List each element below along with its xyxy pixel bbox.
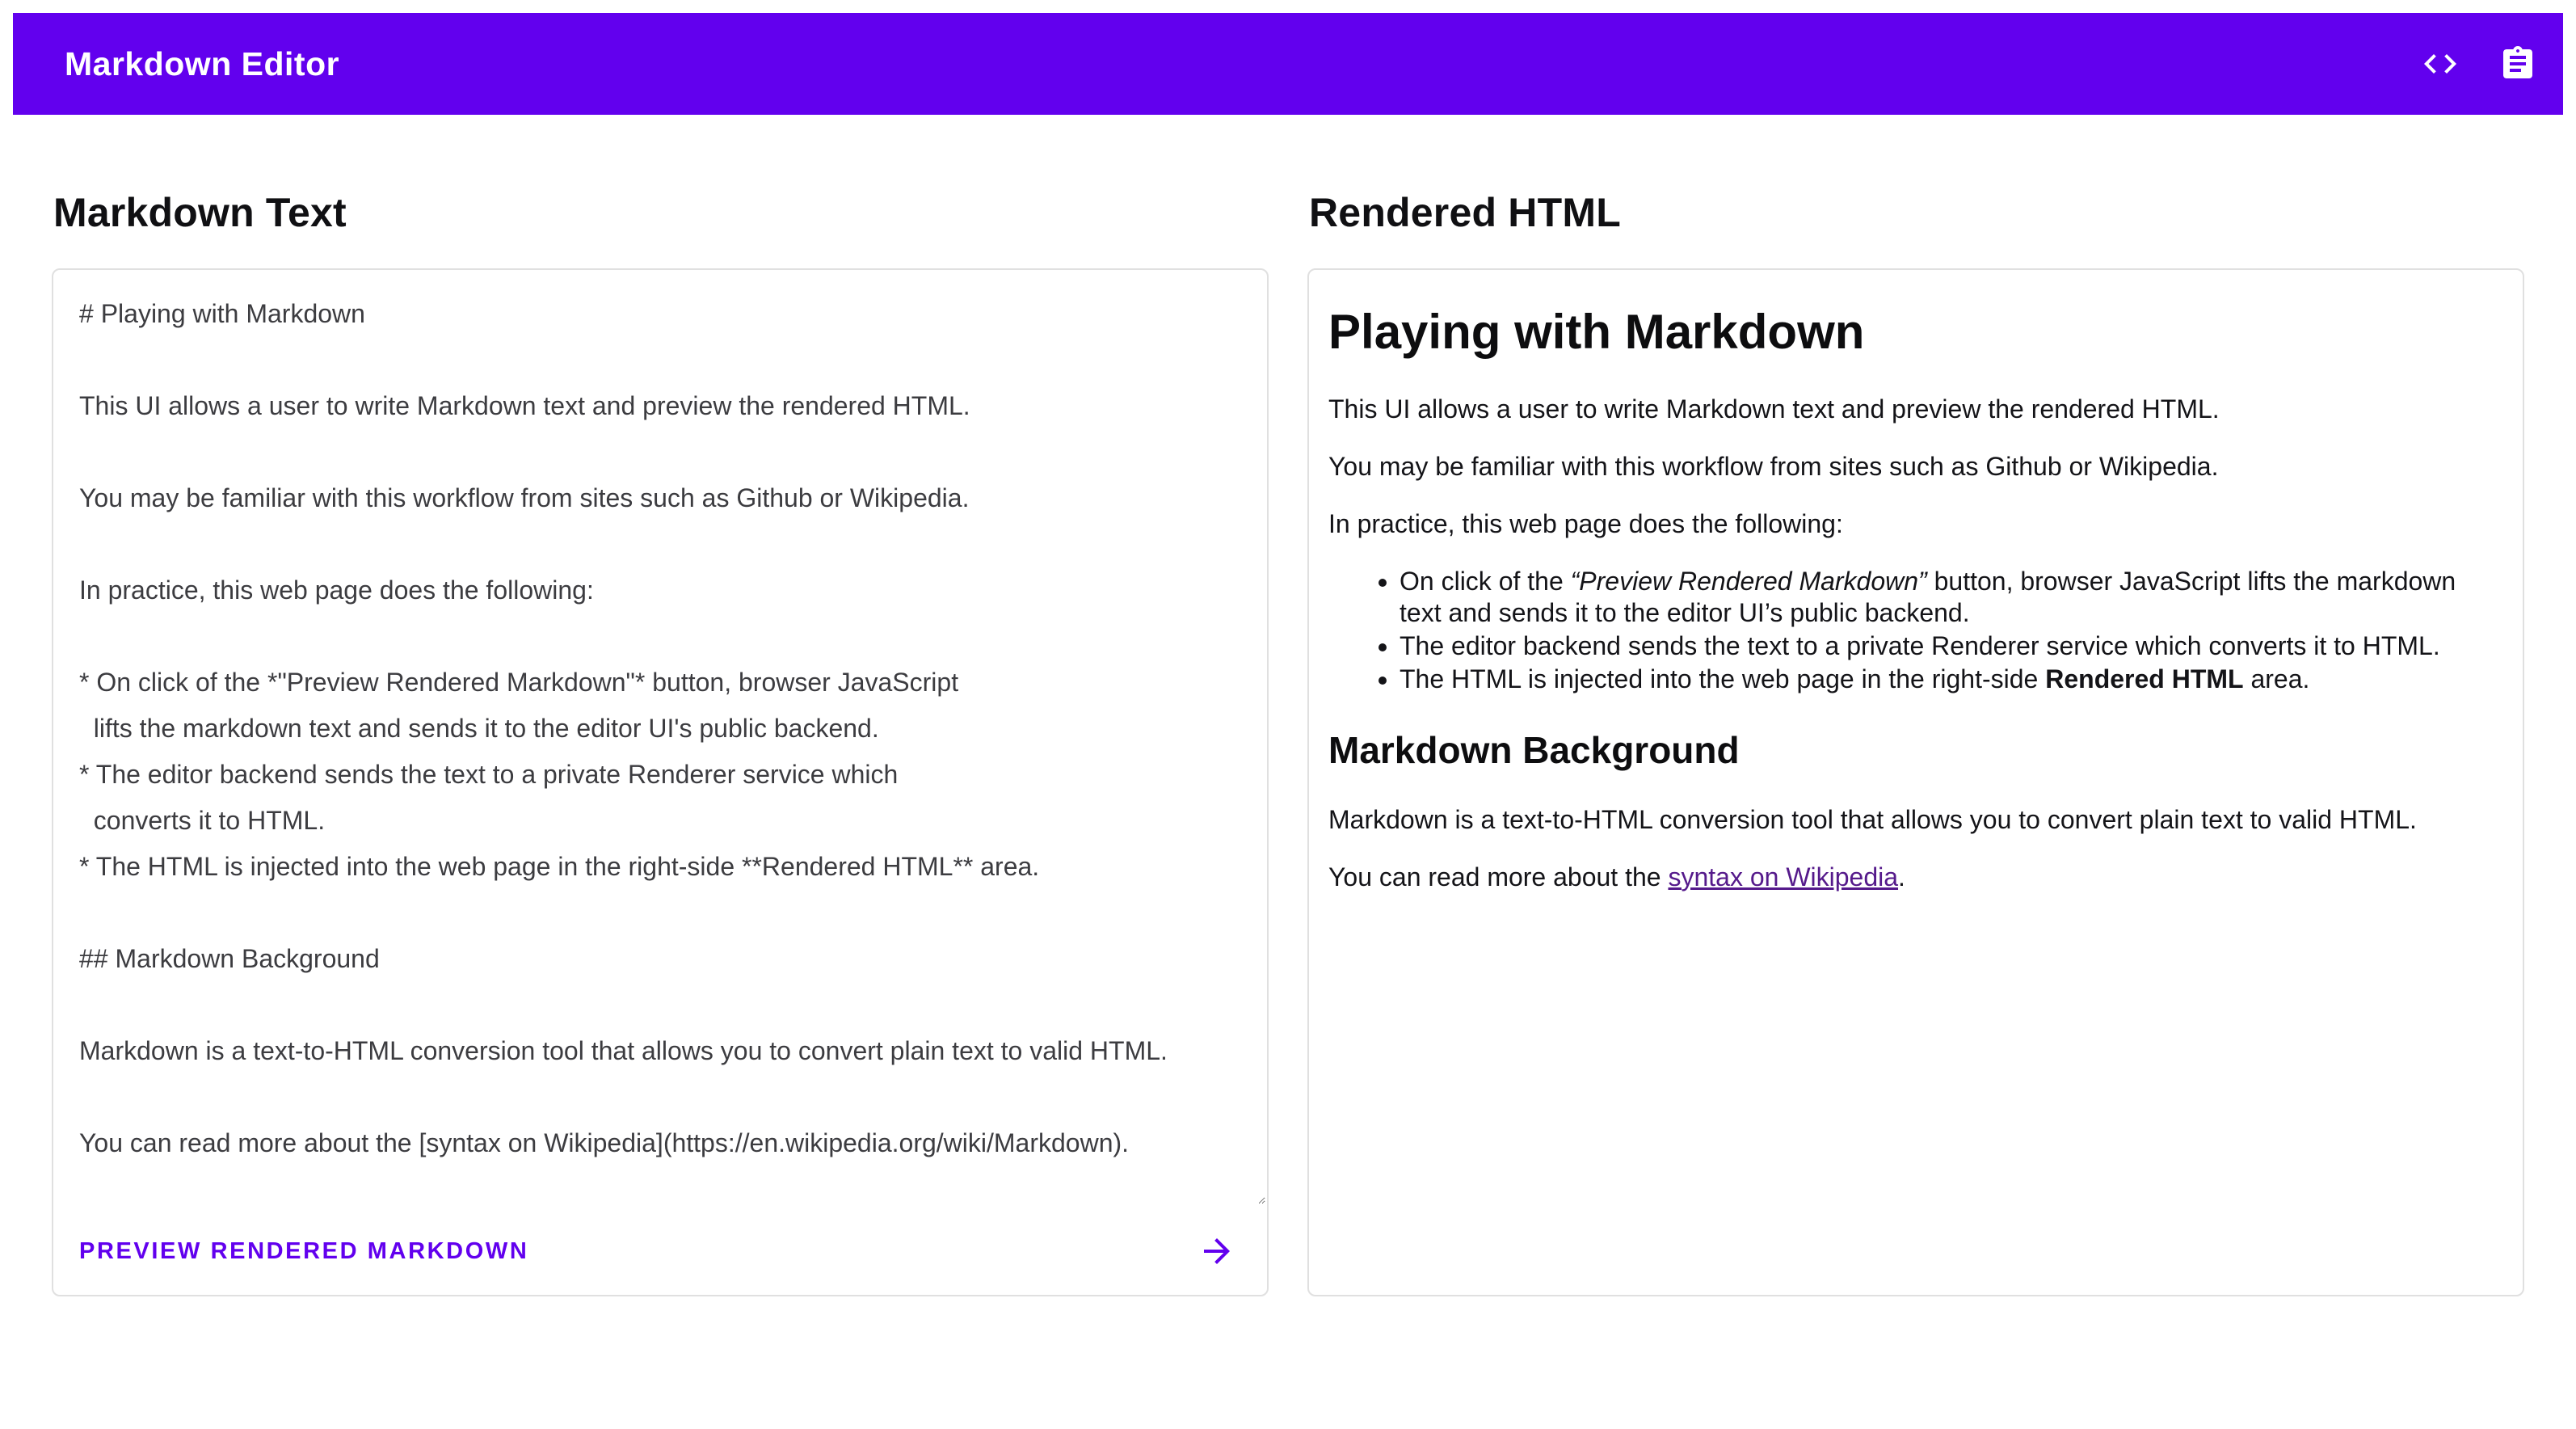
rendered-paragraph: This UI allows a user to write Markdown text and preview the rendered HTML. [1328, 394, 2220, 424]
list-item-text: The editor backend sends the text to a private Renderer service which converts it to HTML. [1400, 631, 2440, 661]
rendered-paragraph: In practice, this web page does the following: [1328, 509, 1843, 539]
clipboard-icon [2498, 44, 2537, 83]
list-item-bold: Rendered HTML [2045, 664, 2244, 694]
list-item-text: The HTML is injected into the web page in the right-side [1400, 664, 2046, 694]
main-content [13, 115, 2563, 1296]
markdown-text-column [52, 115, 1269, 1296]
list-item [1400, 630, 2503, 662]
rendered-html-panel [1307, 268, 2524, 1296]
list-item [1400, 664, 2503, 695]
clipboard-button[interactable] [2479, 25, 2557, 103]
read-more-text: You can read more about the [1328, 862, 1669, 892]
wikipedia-link[interactable]: syntax on Wikipedia [1668, 862, 1899, 892]
rendered-paragraph: Markdown is a text-to-HTML conversion tool that allows you to convert plain text to valid HTML. [1328, 804, 2417, 834]
list-item [1400, 566, 2503, 629]
rendered-list [1328, 566, 2503, 695]
view-source-button[interactable] [2401, 25, 2479, 103]
rendered-title: Playing with Markdown [1328, 305, 1865, 359]
markdown-editor-panel [52, 268, 1269, 1296]
markdown-input[interactable] [79, 283, 1265, 1204]
markdown-text-heading: Markdown Text [53, 190, 347, 235]
rendered-subheading: Markdown Background [1328, 729, 1740, 772]
app-title: Markdown Editor [65, 44, 340, 82]
list-item-text: On click of the [1400, 567, 1571, 596]
list-item-text: button, browser JavaScript lifts the markdown text and sends it to the editor UI’s public backend. [1400, 567, 2456, 628]
rendered-html-heading: Rendered HTML [1309, 190, 1621, 235]
preview-rendered-markdown-button[interactable] [53, 1204, 1267, 1295]
app-bar [13, 13, 2563, 115]
code-icon [2421, 44, 2460, 83]
rendered-paragraph [1328, 862, 2503, 893]
read-more-text: . [1898, 862, 1905, 892]
rendered-paragraph: You may be familiar with this workflow from sites such as Github or Wikipedia. [1328, 452, 2219, 482]
rendered-html-column [1307, 115, 2524, 1296]
preview-button-label: PREVIEW RENDERED MARKDOWN [79, 1237, 529, 1264]
arrow-forward-icon [1198, 1232, 1236, 1271]
list-item-text: area. [2243, 664, 2310, 694]
editor-preview-columns [52, 115, 2524, 1296]
list-item-emphasis: “Preview Rendered Markdown” [1570, 567, 1927, 596]
